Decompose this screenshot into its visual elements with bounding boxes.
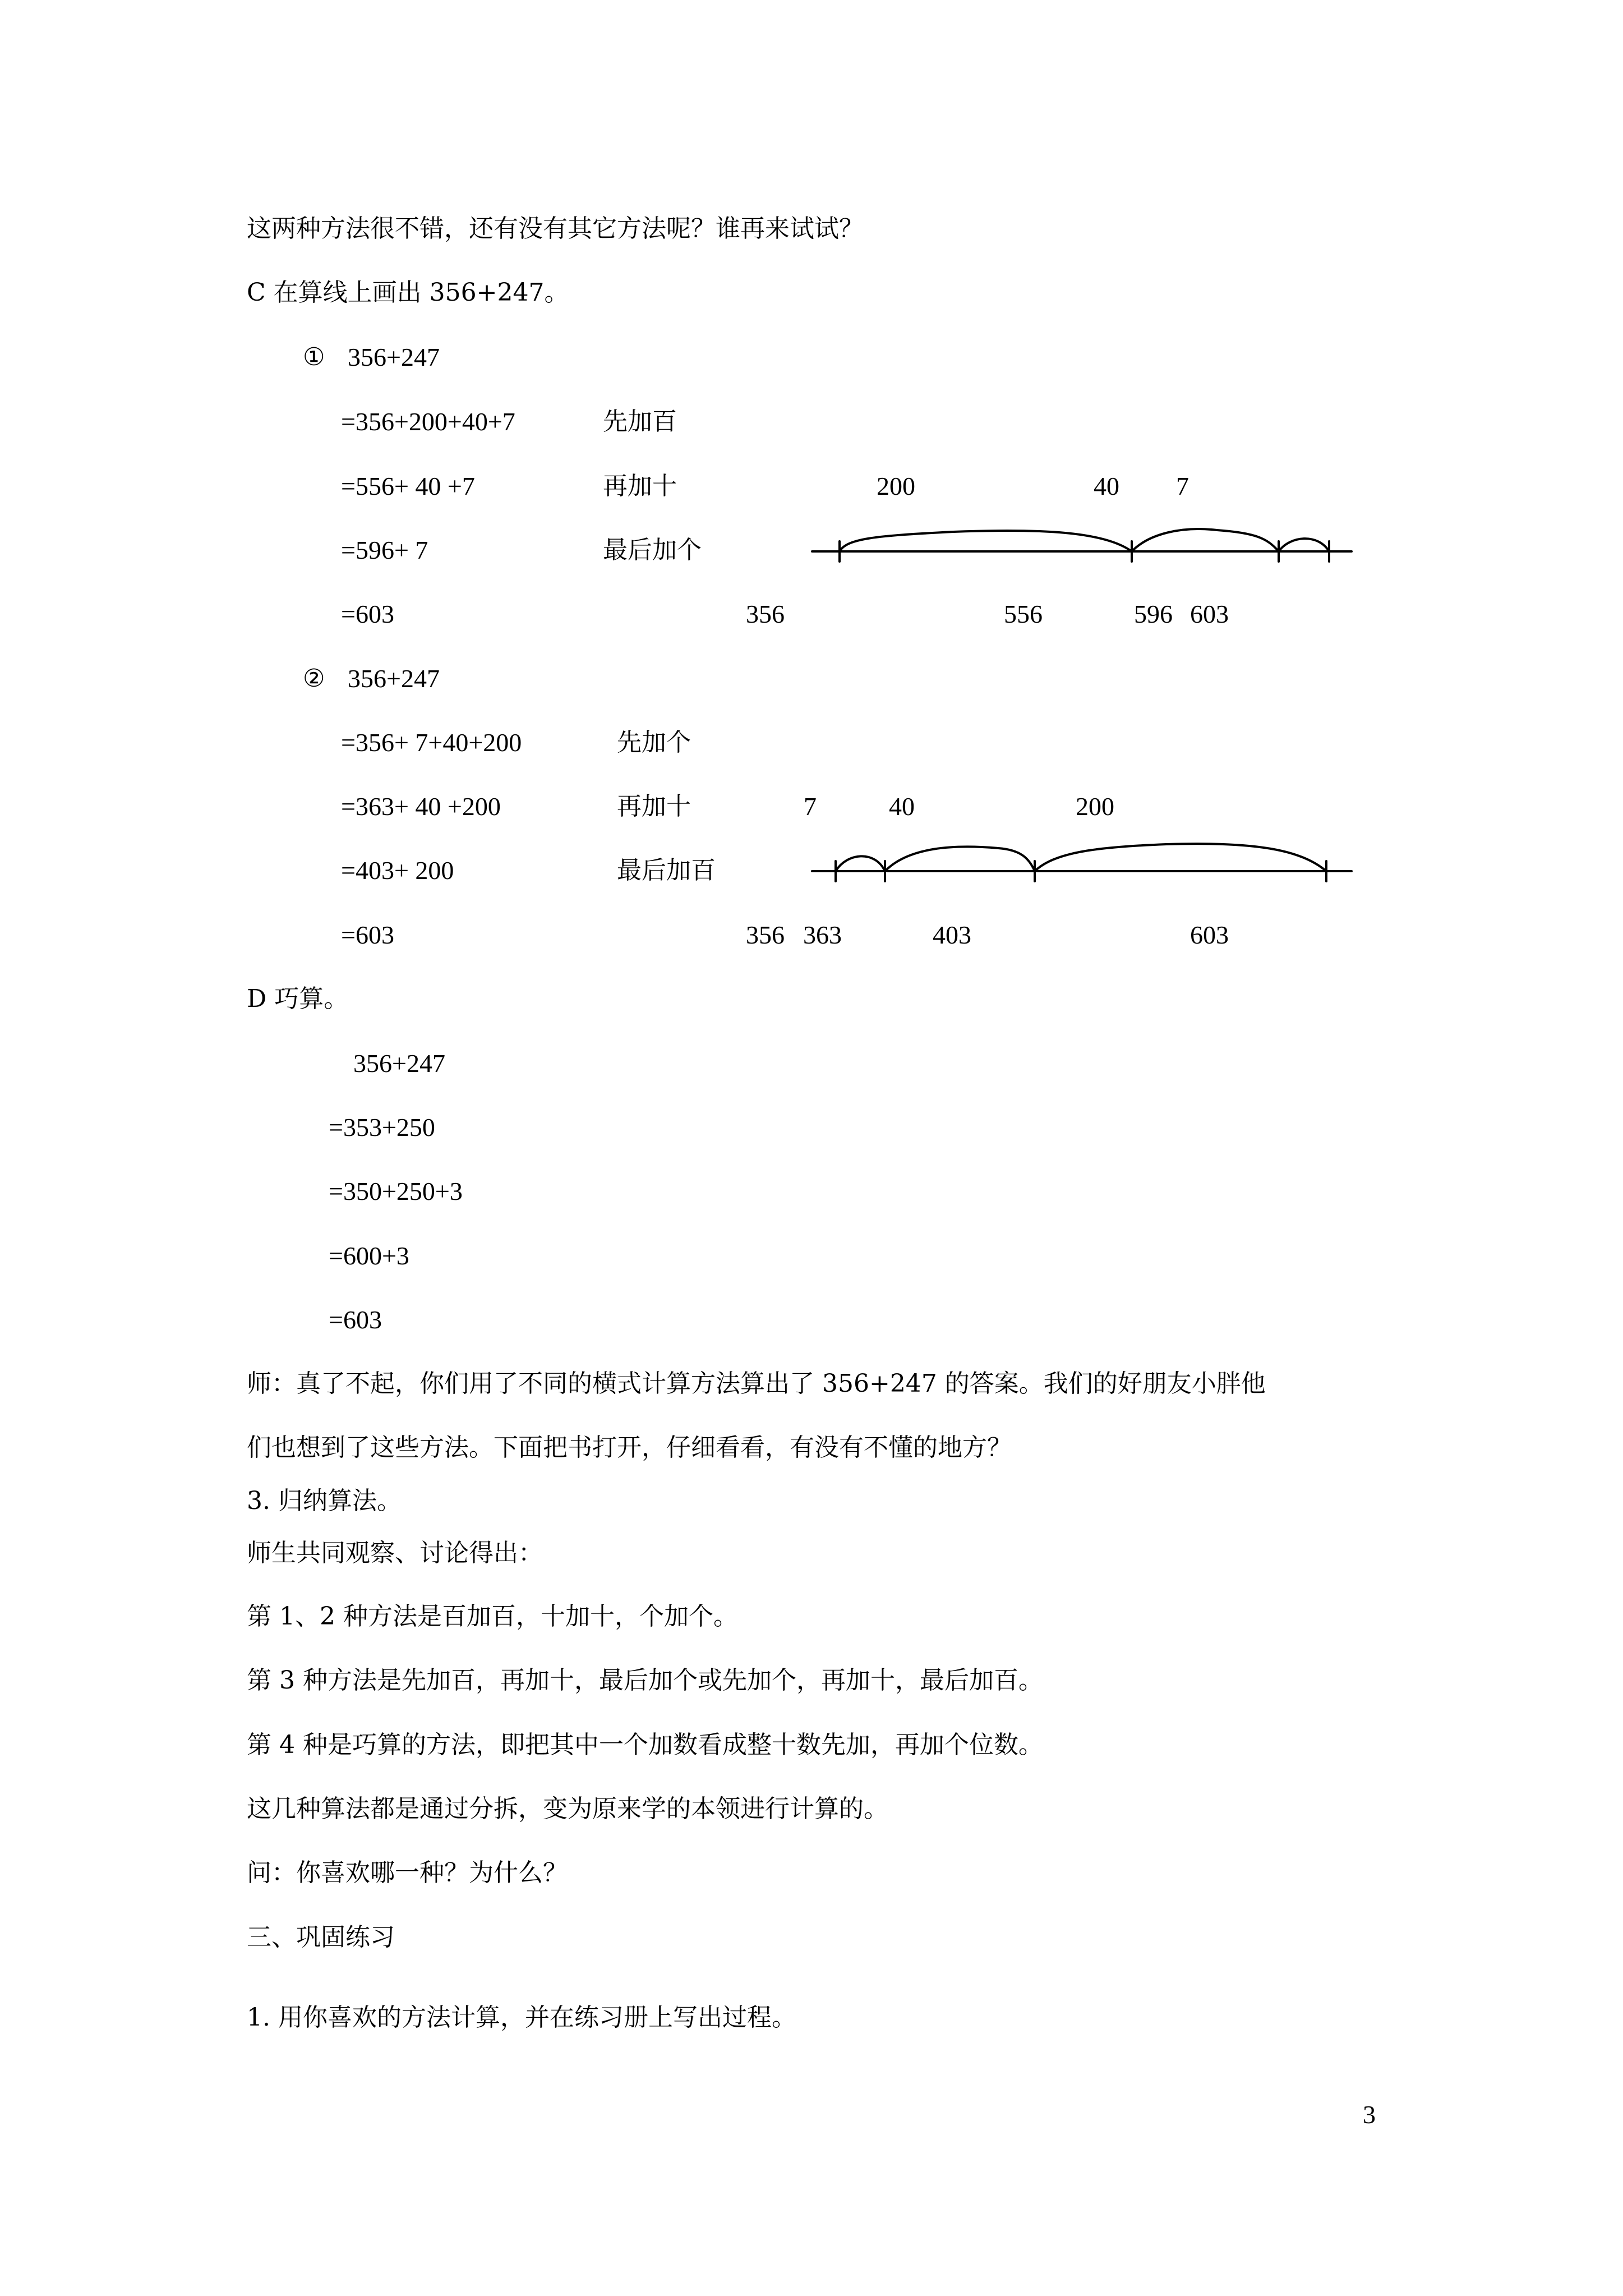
teacher-remark-line: 师：真了不起，你们用了不同的横式计算方法算出了 356+247 的答案。我们的好朋友小胖他 xyxy=(247,1369,1266,1398)
method1-point-label: 596 xyxy=(1134,600,1173,628)
method1-note: 再加十 xyxy=(603,472,677,500)
method2-expression: 356+247 xyxy=(348,664,440,693)
section-c-heading: C 在算线上画出 356+247。 xyxy=(247,278,569,307)
conclusion-line: 第 3 种方法是先加百，再加十，最后加个或先加个，再加十，最后加百。 xyxy=(247,1666,1043,1695)
method2-point-label: 363 xyxy=(803,921,842,949)
clever-step: =600+3 xyxy=(329,1241,409,1270)
clever-step: 356+247 xyxy=(353,1049,445,1078)
method2-jump-label: 40 xyxy=(889,792,915,821)
method1-jump-label: 40 xyxy=(1094,472,1119,500)
section3-heading: 三、巩固练习 xyxy=(247,1923,395,1952)
method2-note: 再加十 xyxy=(617,792,691,821)
method2-step: =356+ 7+40+200 xyxy=(341,728,522,757)
method1-step: =603 xyxy=(341,600,394,628)
method1-step: =356+200+40+7 xyxy=(341,407,515,436)
method1-step: =556+ 40 +7 xyxy=(341,472,475,500)
section-d-heading: D 巧算。 xyxy=(247,984,349,1013)
page-number: 3 xyxy=(1363,2100,1376,2129)
exercise-1: 1. 用你喜欢的方法计算，并在练习册上写出过程。 xyxy=(247,2003,796,2032)
method2-point-label: 356 xyxy=(746,921,785,949)
conclusion-line: 这几种算法都是通过分拆，变为原来学的本领进行计算的。 xyxy=(247,1795,888,1823)
method2-jump-label: 200 xyxy=(1076,792,1114,821)
method2-step: =403+ 200 xyxy=(341,856,454,885)
method2-jump-label: 7 xyxy=(804,792,817,821)
step3-heading: 3. 归纳算法。 xyxy=(247,1487,402,1515)
clever-step: =353+250 xyxy=(329,1113,435,1142)
method1-note: 最后加个 xyxy=(603,536,702,564)
conclusion-line: 第 4 种是巧算的方法，即把其中一个加数看成整十数先加，再加个位数。 xyxy=(247,1731,1043,1759)
clever-step: =603 xyxy=(329,1305,382,1334)
teacher-remark-line: 们也想到了这些方法。下面把书打开，仔细看看，有没有不懂的地方？ xyxy=(247,1433,1012,1462)
method1-point-label: 556 xyxy=(1004,600,1043,628)
method2-point-label: 403 xyxy=(933,921,971,949)
method2-note: 先加个 xyxy=(617,728,691,757)
method2-marker: ② xyxy=(303,664,325,693)
method1-step: =596+ 7 xyxy=(341,536,428,564)
method2-step: =603 xyxy=(341,921,394,949)
method2-step: =363+ 40 +200 xyxy=(341,792,501,821)
method1-jump-label: 7 xyxy=(1176,472,1189,500)
method1-marker: ① xyxy=(303,343,325,371)
method1-jump-label: 200 xyxy=(877,472,915,500)
method2-point-label: 603 xyxy=(1190,921,1229,949)
method1-expression: 356+247 xyxy=(348,343,440,371)
clever-step: =350+250+3 xyxy=(329,1177,463,1205)
method1-point-label: 356 xyxy=(746,600,785,628)
method1-note: 先加百 xyxy=(603,407,677,436)
method1-point-label: 603 xyxy=(1190,600,1229,628)
discussion-text: 师生共同观察、讨论得出： xyxy=(247,1539,543,1567)
question-text: 问：你喜欢哪一种？为什么？ xyxy=(247,1858,568,1887)
method2-note: 最后加百 xyxy=(617,856,716,885)
intro-text: 这两种方法很不错，还有没有其它方法呢？谁再来试试？ xyxy=(247,214,864,243)
conclusion-line: 第 1、2 种方法是百加百，十加十，个加个。 xyxy=(247,1602,738,1631)
